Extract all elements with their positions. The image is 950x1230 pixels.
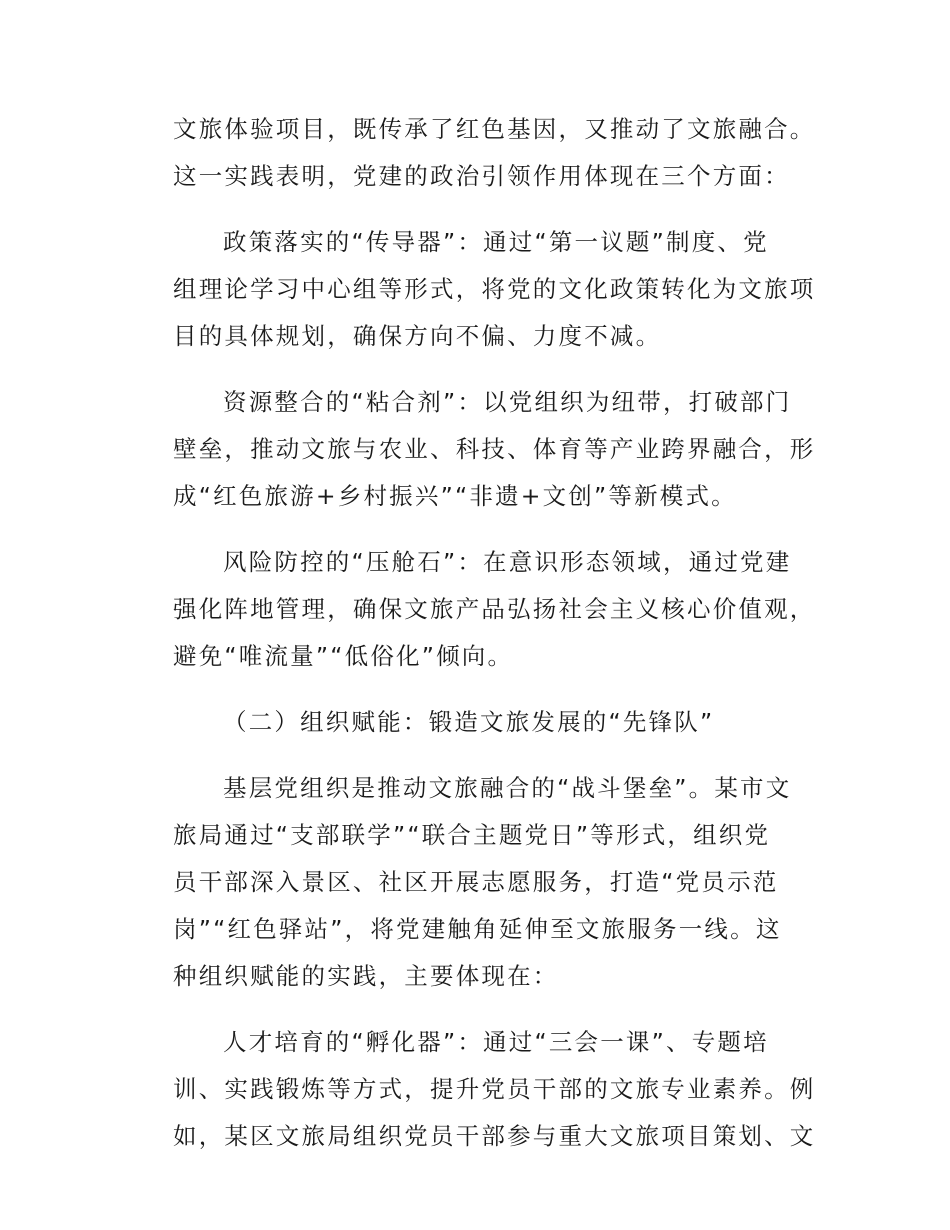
text-line: 文旅体验项目，既传承了红色基因，又推动了文旅融合。 [173,115,816,143]
text-line: 壁垒，推动文旅与农业、科技、体育等产业跨界融合，形 [173,435,816,463]
paragraph-intro-continuation [173,106,816,200]
text-line: 成“红色旅游+乡村振兴”“非遗+文创”等新模式。 [173,482,737,510]
text-line: 人才培育的“孵化器”：通过“三会一课”、专题培 [223,1028,769,1056]
paragraph-risk-control [173,539,816,680]
text-line: 这一实践表明，党建的政治引领作用体现在三个方面： [173,162,790,190]
text-line: 员干部深入景区、社区开展志愿服务，打造“党员示范 [173,868,779,896]
section-heading-text: （二）组织赋能：锻造文旅发展的“先锋队” [223,708,715,736]
paragraph-policy-transmitter [173,219,816,360]
text-line: 避免“唯流量”“低俗化”倾向。 [173,642,514,670]
text-line: 旅局通过“支部联学”“联合主题党日”等形式，组织党 [173,821,771,849]
text-line: 组理论学习中心组等形式，将党的文化政策转化为文旅项 [173,275,816,303]
text-line: 目的具体规划，确保方向不偏、力度不减。 [173,322,662,350]
text-line: 基层党组织是推动文旅融合的“战斗堡垒”。某市文 [223,774,792,802]
text-line: 种组织赋能的实践，主要体现在： [173,962,559,990]
paragraph-organization-empowerment [173,765,795,1000]
text-line: 训、实践锻炼等方式，提升党员干部的文旅专业素养。例 [173,1075,816,1103]
text-line: 岗”“红色驿站”，将党建触角延伸至文旅服务一线。这 [173,915,782,943]
text-line: 风险防控的“压舱石”：在意识形态领域，通过党建 [223,548,792,576]
section-heading [173,699,795,746]
text-line: 强化阵地管理，确保文旅产品弘扬社会主义核心价值观， [173,595,816,623]
paragraph-resource-integration [173,379,816,520]
text-line: 如，某区文旅局组织党员干部参与重大文旅项目策划、文 [173,1122,816,1150]
text-line: 资源整合的“粘合剂”：以党组织为纽带，打破部门 [223,388,792,416]
paragraph-talent-incubator [173,1019,816,1160]
text-line: 政策落实的“传导器”：通过“第一议题”制度、党 [223,228,769,256]
document-body [173,106,816,1160]
